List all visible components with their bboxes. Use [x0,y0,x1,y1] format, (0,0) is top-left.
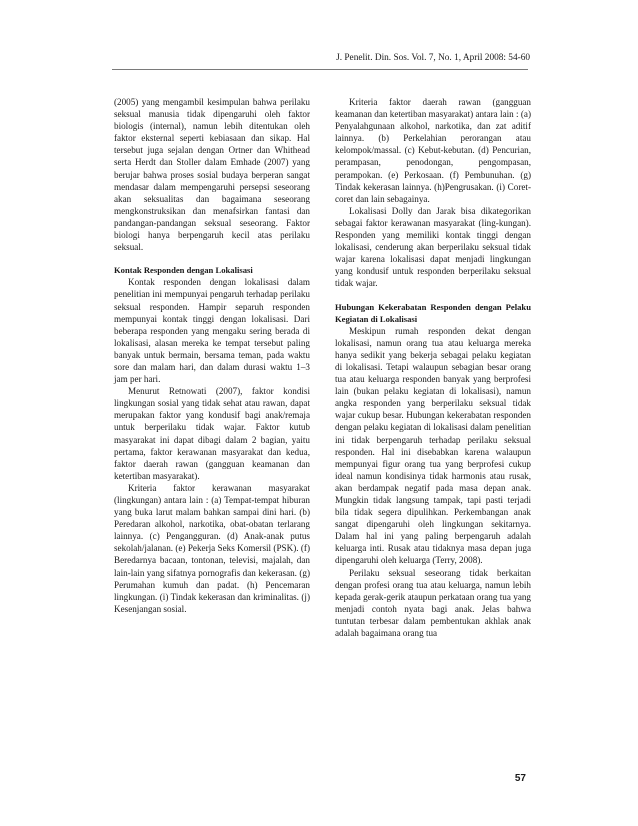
paragraph: Kriteria faktor daerah rawan (gangguan keamanan dan ketertiban masyarakat) antara lain : (a) Penyalahgunaan alkohol, narkotika, dan zat aditif lainnya. (b) Perkelahian perorangan atau kelompok/massal. (c) Kebut-kebutan. (d) Pencurian, perampasan, penodongan, pengompasan, perampokan. (e) Perkosaan. (f) Pembunuhan. (g) Tindak kekerasan lainnya. (h)Pengrusakan. (i) Coret-coret dan lain sebagainya. [335,97,531,204]
paragraph: Kontak responden dengan lokalisasi dalam penelitian ini mempunyai pengaruh terhadap perilaku seksual responden. Hampir separuh responden mempunyai kontak tinggi dengan lokalisasi. Dari beberapa responden yang mengaku sering berada di lokalisasi, alasan mereka ke tempat tersebut paling banyak untuk bermain, bersama teman, pada waktu sore dan malam hari, dan dalam durasi waktu 1–3 jam per hari. [114,277,310,385]
section-heading: Kontak Responden dengan Lokalisasi [114,265,253,276]
left-column [114,96,310,615]
section-heading: Hubungan Kekerabatan Responden dengan Pelaku Kegiatan di Lokalisasi [335,301,531,324]
paragraph: Lokalisasi Dolly dan Jarak bisa dikategorikan sebagai faktor kerawanan masyarakat (ling-kungan). Responden yang memiliki kontak tinggi dengan lokalisasi, cenderung akan berperilaku seksual tidak wajar karena lokalisasi dapat menjadi lingkungan yang kondusif untuk responden berperilaku seksual tidak wajar. [335,205,531,289]
paragraph: Meskipun rumah responden dekat dengan lokalisasi, namun orang tua atau keluarga mereka hanya sedikit yang bekerja sebagai pelaku kegiatan di lokalisasi. Tetapi walaupun sebagian besar orang tua atau keluarga responden banyak yang berprofesi lain (bukan pelaku kegiatan di lokalisasi), namun angka responden yang berperilaku seksual tidak wajar cukup besar. Hubungan kekerabatan responden dengan pelaku kegiatan di lokalisasi dalam penelitian ini tidak berpengaruh terhadap perilaku seksual responden. Hal ini disebabkan karena walaupun mempunyai figur orang tua yang berprofesi cukup ideal namun kondisinya tidak harmonis atau rusak, akan berdampak negatif pada masa depan anak. Mungkin tidak langsung tampak, tapi pasti terjadi bila tidak segera dipulihkan. Perkembangan anak sangat dipengaruhi oleh lingkungan sekitarnya. Dalam hal ini yang paling berpengaruh adalah keluarga inti. Rusak atau tidaknya masa depan juga dipengaruhi oleh keluarga (Terry, 2008). [335,325,531,566]
page-number: 57 [514,773,526,784]
paragraph: Kriteria faktor kerawanan masyarakat (lingkungan) antara lain : (a) Tempat-tempat hiburan yang buka larut malam bahkan sampai dini hari. (b) Peredaran alkohol, narkotika, obat-obatan terlarang lainnya. (c) Pengangguran. (d) Anak-anak putus sekolah/jalanan. (e) Pekerja Seks Komersil (PSK). (f) Beredarnya bacaan, tontonan, televisi, majalah, dan lain-lain yang sifatnya pornografis dan kekerasan. (g) Perumahan kumuh dan padat. (h) Pencemaran lingkungan. (i) Tindak kekerasan dan kriminalitas. (j) Kesenjangan sosial. [114,482,310,614]
paragraph: (2005) yang mengambil kesimpulan bahwa perilaku seksual manusia tidak dipengaruhi oleh faktor biologis (internal), namun lebih ditentukan oleh faktor eksternal seperti kebiasaan dan sikap. Hal tersebut juga sejalan dengan Ortner dan Whithead serta Herdt dan Stoller dalam Emhade (2007) yang berujar bahwa proses sosial budaya berperan sangat mendasar dalam mempengaruhi persepsi seseorang akan seksualitas dan bagaimana seseorang mengkonstruksikan dan menafsirkan fantasi dan pandangan-pandangan seksual seseorang. Faktor biologi hanya berpengaruh kecil atas perilaku seksual. [114,97,310,253]
paragraph: Perilaku seksual seseorang tidak berkaitan dengan profesi orang tua atau keluarga, namun lebih kepada gerak-gerik ataupun perkataan orang tua yang menjadi contoh nyata bagi anak. Jelas bahwa tuntutan terbesar dalam pembentukan akhlak anak adalah bagaimana orang tua [335,567,531,639]
header-rule [112,69,528,70]
running-header: J. Penelit. Din. Sos. Vol. 7, No. 1, April 2008: 54-60 [336,53,530,63]
paragraph: Menurut Retnowati (2007), faktor kondisi lingkungan sosial yang tidak sehat atau rawan, dapat merupakan faktor yang kondusif bagi anak/remaja untuk berperilaku tidak wajar. Faktor kutub masyarakat ini dapat dibagi dalam 2 bagian, yaitu pertama, faktor kerawanan masyarakat dan kedua, faktor daerah rawan (gangguan keamanan dan ketertiban masyarakat). [114,386,310,481]
right-column [335,96,531,639]
